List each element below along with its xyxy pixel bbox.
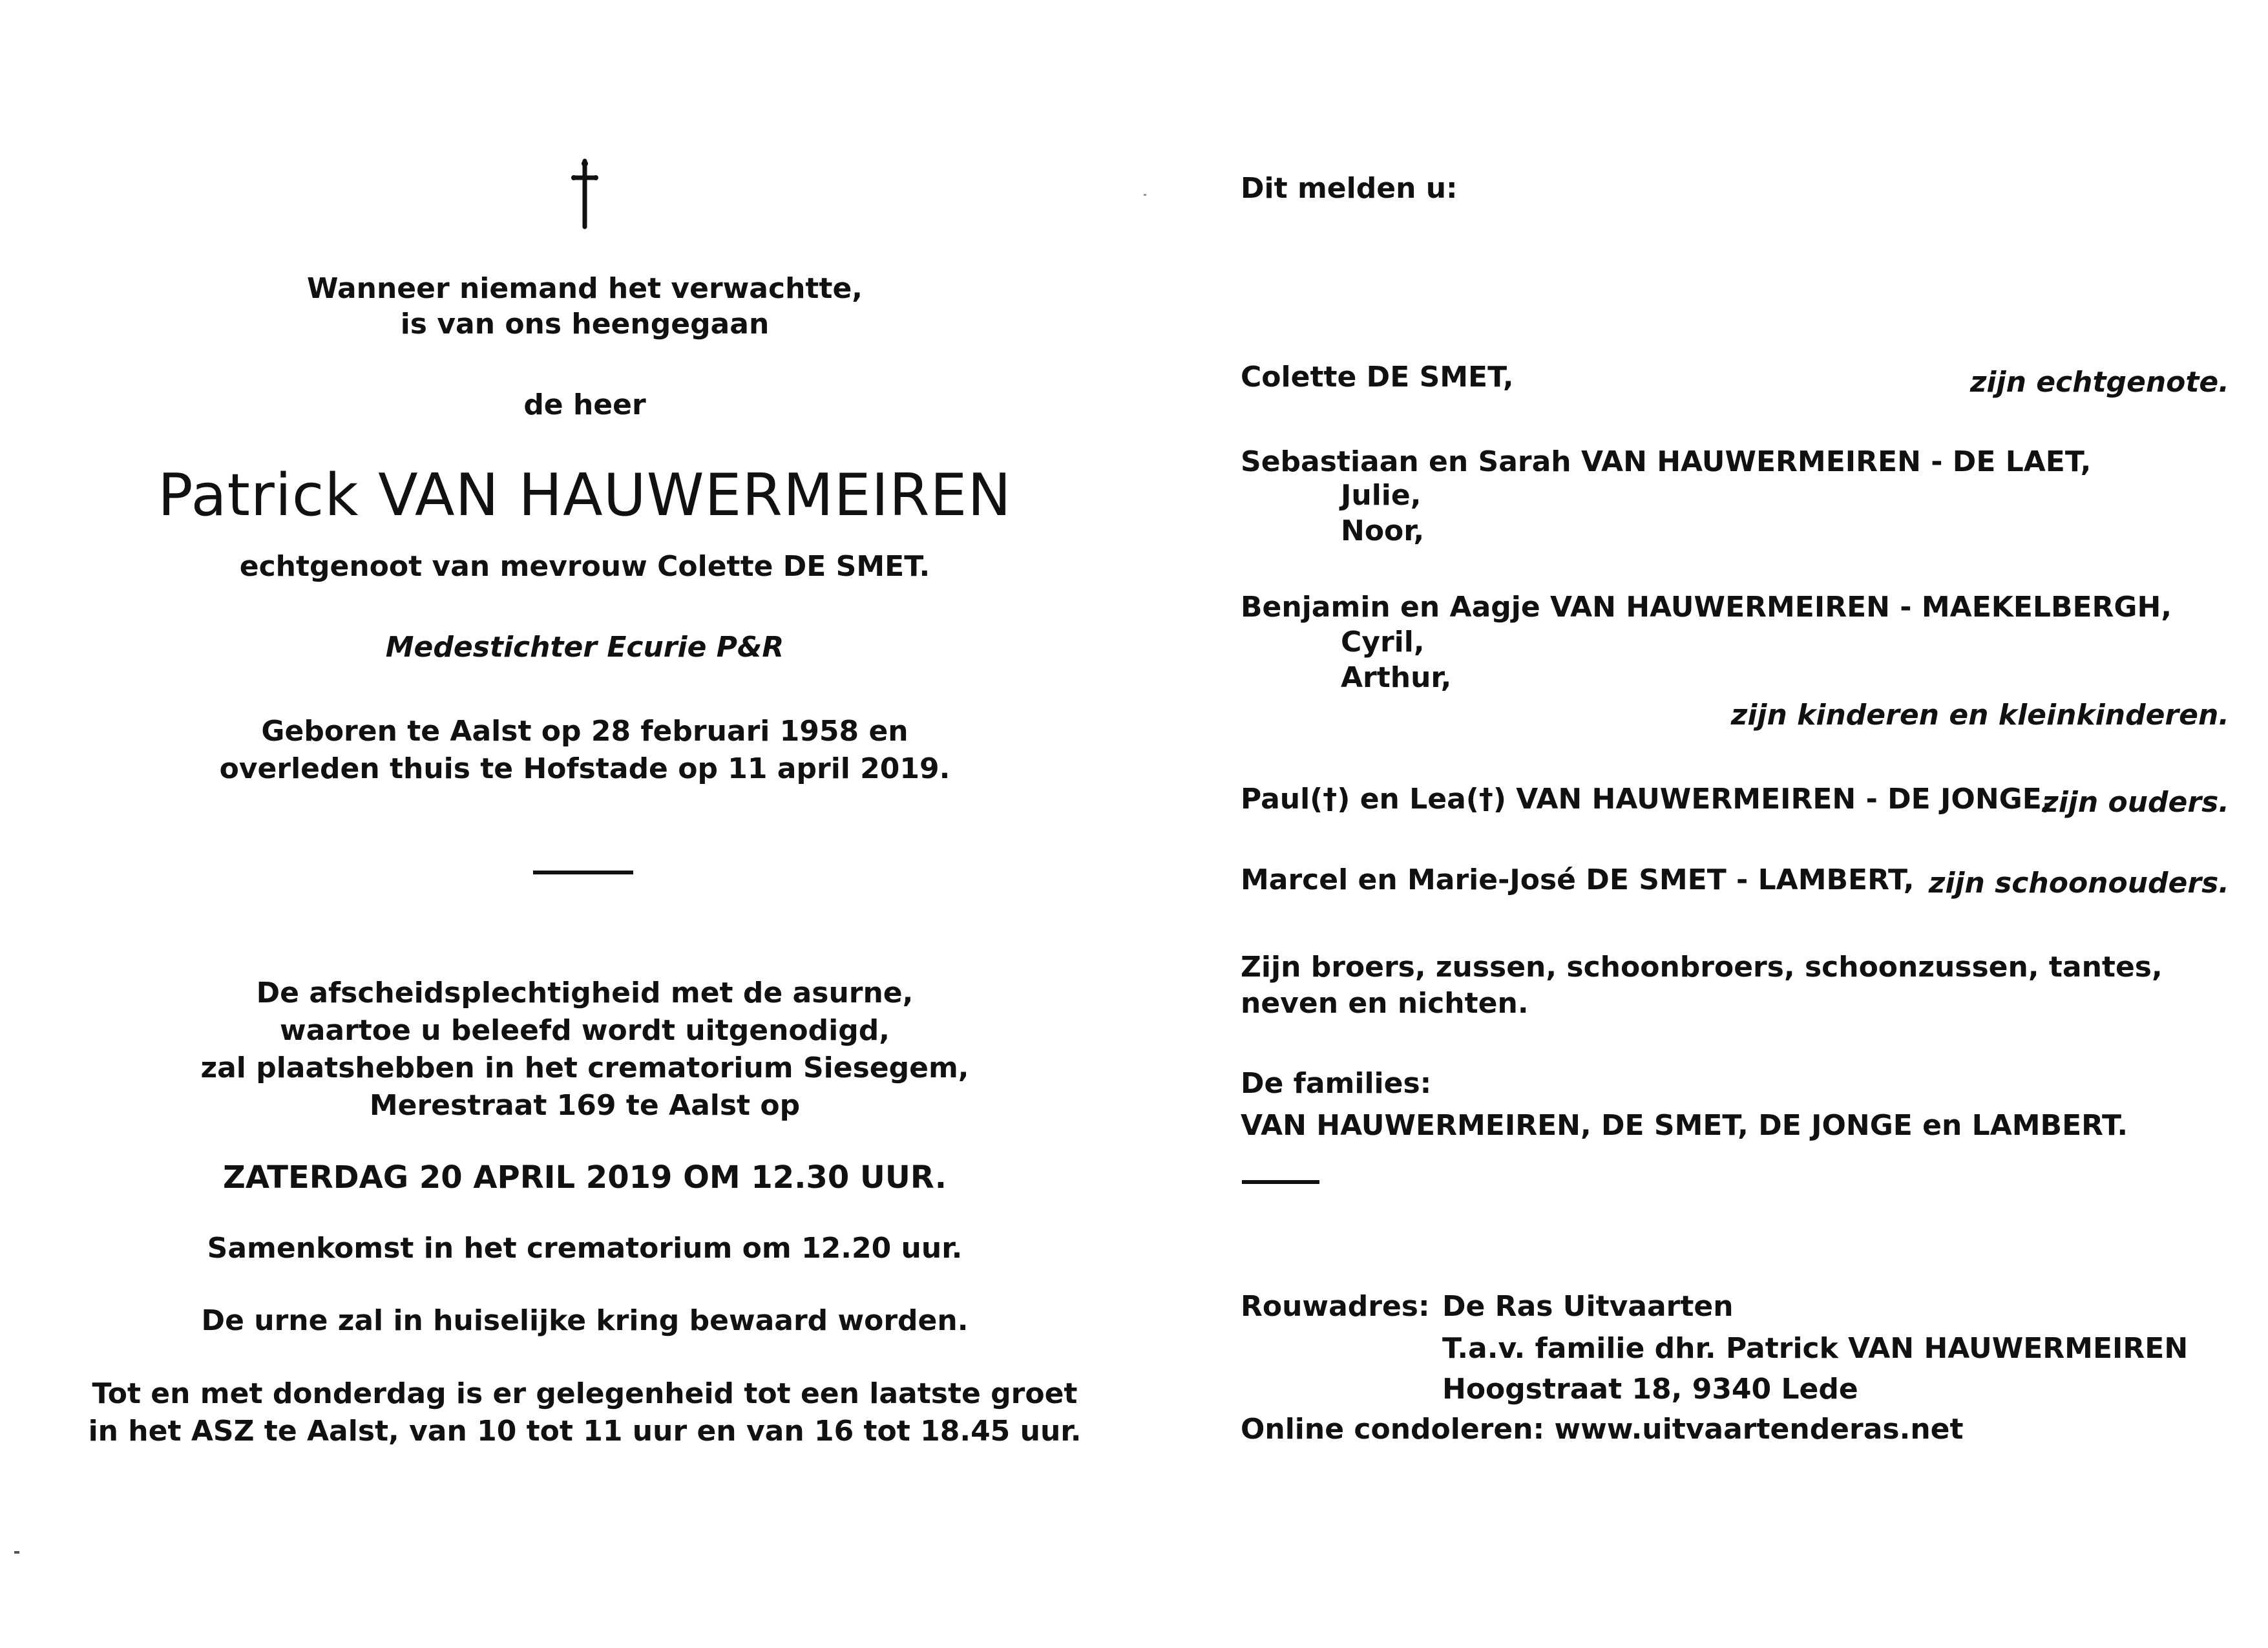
ceremony-date: ZATERDAG 20 APRIL 2019 OM 12.30 UUR. bbox=[223, 1159, 947, 1196]
scan-speck bbox=[1144, 194, 1146, 196]
honorific: de heer bbox=[523, 388, 646, 421]
ceremony-line-1: De afscheidsplechtigheid met de asurne, bbox=[256, 977, 914, 1009]
spouse-line: echtgenoot van mevrouw Colette DE SMET. bbox=[239, 550, 930, 583]
gathering-line: Samenkomst in het crematorium om 12.20 uur. bbox=[207, 1232, 963, 1265]
online-condolences: Online condoleren: www.uitvaartenderas.net bbox=[1241, 1413, 1964, 1446]
urn-line: De urne zal in huiselijke kring bewaard worden. bbox=[201, 1304, 969, 1337]
siblings-line-1: Zijn broers, zussen, schoonbroers, schoonzussen, tantes, bbox=[1241, 951, 2163, 984]
families-label: De families: bbox=[1241, 1067, 1432, 1100]
visit-line-2: in het ASZ te Aalst, van 10 tot 11 uur en van 16 tot 18.45 uur. bbox=[88, 1415, 1082, 1448]
scan-speck bbox=[14, 1551, 19, 1554]
intro-line-1: Wanneer niemand het verwachtte, bbox=[306, 272, 863, 305]
parents-line: Paul(†) en Lea(†) VAN HAUWERMEIREN - DE JONGE, bbox=[1241, 783, 2053, 816]
families-line: VAN HAUWERMEIREN, DE SMET, DE JONGE en LAMBERT. bbox=[1241, 1109, 2128, 1142]
divider-left bbox=[533, 871, 633, 874]
cross-icon bbox=[569, 158, 601, 229]
grandchild-noor: Noor, bbox=[1341, 514, 1425, 547]
intro-line-2: is van ons heengegaan bbox=[400, 308, 770, 341]
grandchild-arthur: Arthur, bbox=[1341, 661, 1452, 694]
address-label: Rouwadres: bbox=[1241, 1290, 1430, 1323]
ceremony-line-2: waartoe u beleefd wordt uitgenodigd, bbox=[280, 1014, 890, 1047]
address-line-2: T.a.v. familie dhr. Patrick VAN HAUWERMEIREN bbox=[1442, 1332, 2189, 1365]
divider-right bbox=[1242, 1180, 1319, 1184]
grandchild-julie: Julie, bbox=[1341, 479, 1422, 512]
child-2-line: Benjamin en Aagje VAN HAUWERMEIREN - MAEKELBERGH, bbox=[1241, 591, 2172, 624]
visit-line-1: Tot en met donderdag is er gelegenheid tot een laatste groet bbox=[92, 1377, 1078, 1410]
inlaws-role: zijn schoonouders. bbox=[1928, 867, 2229, 900]
address-line-3: Hoogstraat 18, 9340 Lede bbox=[1442, 1373, 1858, 1406]
spouse-role: zijn echtgenote. bbox=[1969, 366, 2229, 399]
ceremony-line-4: Merestraat 169 te Aalst op bbox=[369, 1089, 801, 1122]
parents-role: zijn ouders. bbox=[2042, 786, 2229, 819]
address-line-1: De Ras Uitvaarten bbox=[1442, 1290, 1734, 1323]
inlaws-line: Marcel en Marie-José DE SMET - LAMBERT, bbox=[1241, 863, 1915, 896]
child-1-line: Sebastiaan en Sarah VAN HAUWERMEIREN - DE LAET, bbox=[1241, 445, 2092, 478]
born-line: Geboren te Aalst op 28 februari 1958 en bbox=[261, 715, 908, 748]
grandchild-cyril: Cyril, bbox=[1341, 626, 1425, 659]
deceased-name: Patrick VAN HAUWERMEIREN bbox=[158, 461, 1012, 529]
died-line: overleden thuis te Hofstade op 11 april 2019. bbox=[219, 752, 950, 785]
role-line: Medestichter Ecurie P&R bbox=[385, 631, 784, 664]
announce-line: Dit melden u: bbox=[1241, 172, 1458, 205]
children-role: zijn kinderen en kleinkinderen. bbox=[1730, 699, 2229, 732]
spouse-name: Colette DE SMET, bbox=[1241, 361, 1514, 394]
siblings-line-2: neven en nichten. bbox=[1241, 987, 1529, 1020]
ceremony-line-3: zal plaatshebben in het crematorium Siesegem, bbox=[200, 1051, 969, 1084]
